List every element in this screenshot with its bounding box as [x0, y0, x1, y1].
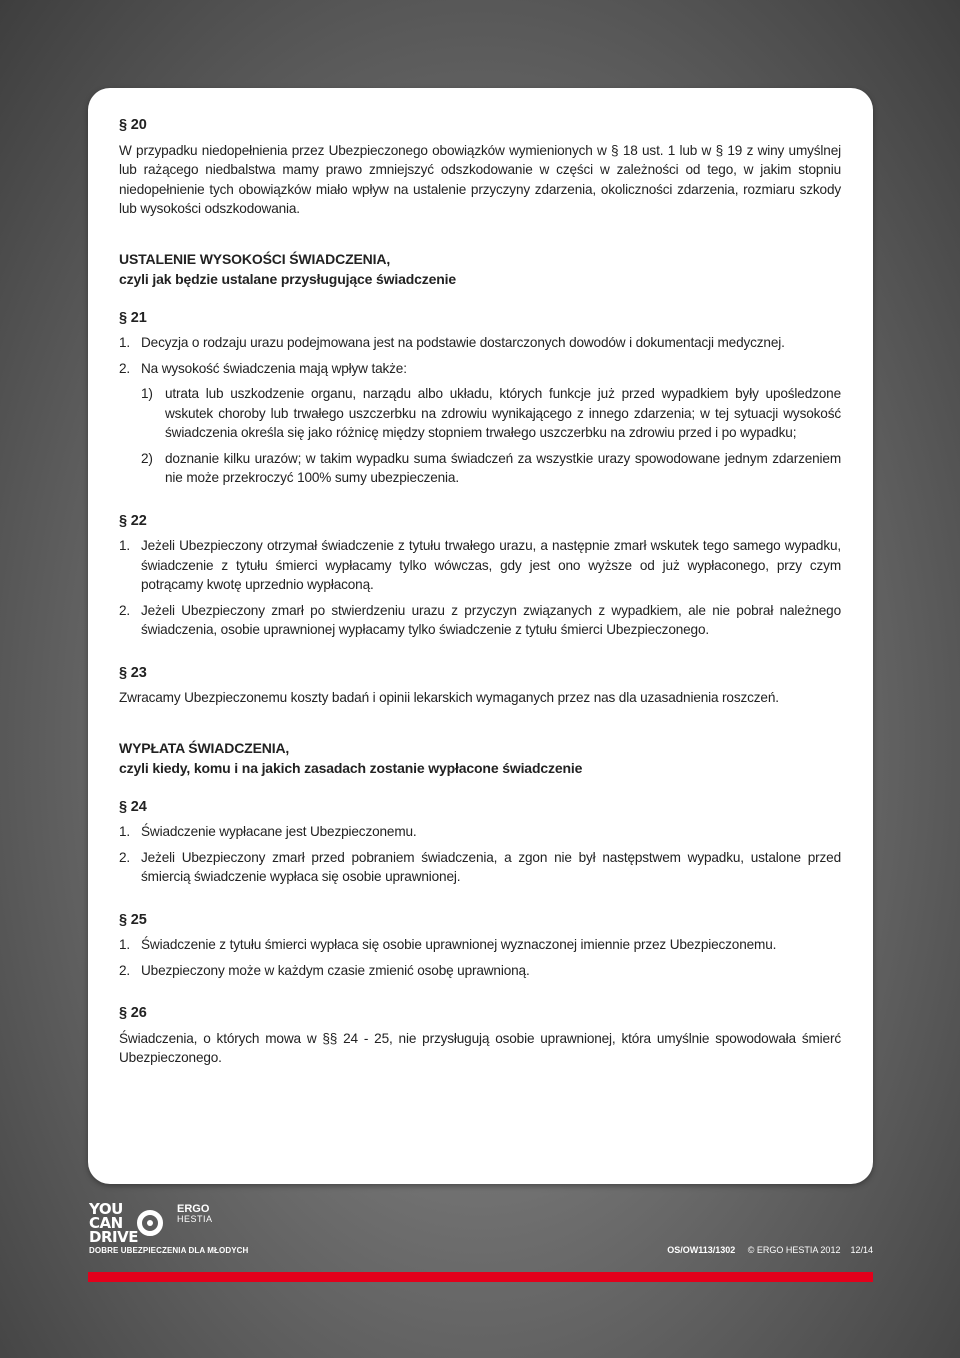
sub-item-number: 2) [141, 450, 153, 466]
list-item [119, 333, 841, 353]
sub-item-number: 1) [141, 386, 153, 401]
section-21-sublist [141, 384, 841, 488]
sub-item [141, 449, 841, 488]
logo-word-can: CAN [89, 1214, 123, 1232]
section-21-list [119, 333, 841, 488]
list-item [119, 822, 841, 842]
section-23-text: Zwracamy Ubezpieczonemu koszty badań i opinii lekarskich wymaganych przez nas dla uzasadnienia roszczeń. [119, 690, 779, 705]
item-number: 2. [119, 849, 131, 865]
ergo-logo-text: ERGO [177, 1203, 210, 1215]
item-text: Świadczenie wypłacane jest Ubezpieczonemu. [141, 824, 417, 839]
list-item [119, 536, 841, 595]
sub-item-text: doznanie kilku urazów; w takim wypadku suma świadczeń za wszystkie urazy spowodowane jednym zdarzeniem nie może przekroczyć 100% sumy ubezpieczenia. [165, 450, 841, 485]
item-number: 1. [119, 937, 131, 952]
item-text: Na wysokość świadczenia mają wpływ także: [141, 360, 407, 376]
item-number: 2. [119, 962, 131, 978]
item-text: Jeżeli Ubezpieczony zmarł po stwierdzeniu urazu z przyczyn związanych z wypadkiem, ale nie pobrał należnego świadczenia, osobie uprawnionej wypłacamy tylko świadczenie z tytułu śmierci Ubezpieczonego. [141, 602, 841, 637]
section-26-text: Świadczenia, o których mowa w §§ 24 - 25, nie przysługują osobie uprawnionej, która umyślnie spowodowała śmierć Ubezpieczonego. [119, 1030, 841, 1065]
copyright-notice: © ERGO HESTIA 2012 [747, 1245, 841, 1255]
item-number: 2. [119, 360, 131, 376]
section-22-list [119, 536, 841, 640]
section-26-heading: § 26 [119, 1005, 147, 1021]
logo-wordmark [89, 1202, 138, 1244]
section-25-heading: § 25 [119, 911, 147, 928]
logo-word-drive: DRIVE [89, 1228, 138, 1246]
logo-ring-icon [137, 1210, 163, 1236]
section-20-heading: § 20 [119, 117, 147, 133]
item-number: 1. [119, 538, 131, 553]
item-number: 1. [119, 824, 131, 839]
footer-info [667, 1245, 873, 1255]
chapter-heading-benefit-amount [119, 249, 841, 289]
chapter-heading-title: WYPŁATA ŚWIADCZENIA, [119, 739, 290, 756]
section-24-list [119, 822, 841, 887]
section-22-heading: § 22 [119, 512, 147, 529]
section-21-heading: § 21 [119, 309, 147, 326]
page-number: 12/14 [850, 1245, 873, 1255]
document-code: OS/OW113/1302 [667, 1245, 736, 1255]
item-text: Jeżeli Ubezpieczony zmarł przed pobraniem świadczenia, a zgon nie był następstwem wypadku, ustalone przed śmiercią świadczenie wypłaca się osobie uprawnionej. [141, 849, 841, 884]
chapter-heading-subtitle: czyli kiedy, komu i na jakich zasadach zostanie wypłacone świadczenie [119, 759, 583, 776]
sub-item-text: utrata lub uszkodzenie organu, narządu albo układu, których funkcje już przed wypadkiem były upośledzone wskutek choroby lub trwałego uszczerbku na zdrowiu wynikającego z innego zdarzenia; w tej sytuacji wysokość świadczenia określa się jako różnicę między stopniem trwałego uszczerbku na zdrowiu przed i po wypadku; [165, 386, 841, 440]
list-item [119, 848, 841, 887]
list-item [119, 601, 841, 640]
list-item [119, 359, 841, 488]
footer-tagline: DOBRE UBEZPIECZENIA DLA MŁODYCH [89, 1246, 249, 1255]
hestia-logo-text: HESTIA [177, 1214, 213, 1224]
footer-accent-bar [88, 1272, 873, 1282]
chapter-heading-subtitle: czyli jak będzie ustalane przysługujące świadczenie [119, 270, 457, 287]
list-item [119, 935, 841, 955]
item-text: Jeżeli Ubezpieczony otrzymał świadczenie z tytułu trwałego urazu, a następnie zmarł wskutek tego samego wypadku, świadczenie z tytułu śmierci wypłacamy tylko wówczas, gdy jest ono wyższe od już wypłaconego, przy czym potrącamy kwotę uprzednio wypłaconą. [141, 538, 841, 592]
section-23-heading: § 23 [119, 664, 147, 681]
section-24-heading: § 24 [119, 798, 147, 815]
section-25-list [119, 935, 841, 980]
chapter-heading-benefit-payment [119, 738, 841, 778]
document-page [88, 88, 873, 1184]
chapter-heading-title: USTALENIE WYSOKOŚCI ŚWIADCZENIA, [119, 250, 391, 267]
item-text: Decyzja o rodzaju urazu podejmowana jest na podstawie dostarczonych dowodów i dokumentacji medycznej. [141, 335, 785, 350]
document-content [119, 116, 841, 1068]
logo-word-you: YOU [89, 1200, 123, 1218]
item-number: 1. [119, 335, 131, 350]
item-text: Ubezpieczony może w każdym czasie zmienić osobę uprawnioną. [141, 962, 530, 978]
sub-item [141, 384, 841, 443]
section-20-text: W przypadku niedopełnienia przez Ubezpieczonego obowiązków wymienionych w § 18 ust. 1 lub w § 19 z winy umyślnej lub rażącego niedbalstwa mamy prawo zmniejszyć odszkodowanie w części w zależności od tego, w jakim stopniu niedopełnienie tych obowiązków miało wpływ na ustalenie przyczyny zdarzenia, okoliczności zdarzenia, rozmiaru szkody lub wysokości odszkodowania. [119, 142, 841, 216]
item-text: Świadczenie z tytułu śmierci wypłaca się osobie uprawnionej wyznaczonej imiennie przez Ubezpieczonemu. [141, 937, 777, 952]
item-number: 2. [119, 602, 131, 618]
list-item [119, 961, 841, 981]
